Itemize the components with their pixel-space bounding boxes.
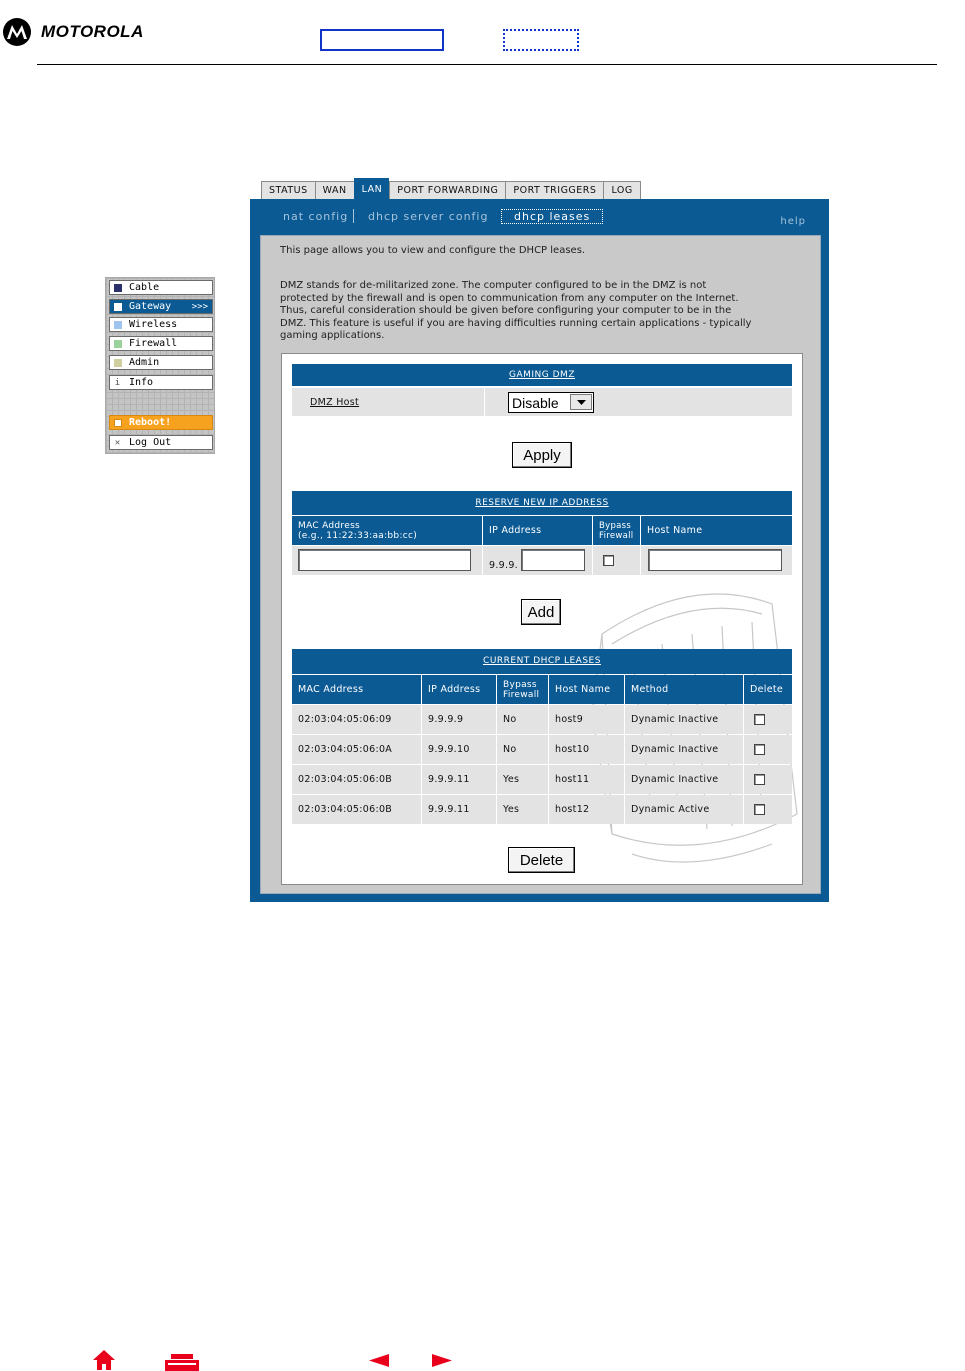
tab-lan[interactable]: LAN [354, 178, 390, 199]
reboot-icon [114, 419, 122, 427]
lease-host: host10 [549, 735, 625, 764]
col-method: Method [625, 675, 744, 704]
lease-host: host12 [549, 795, 625, 824]
admin-icon [114, 359, 122, 367]
header-link-box-dotted[interactable] [503, 29, 579, 51]
nav-label: Wireless [129, 319, 178, 330]
lease-mac: 02:03:04:05:06:0B [292, 795, 422, 824]
ip-address-input[interactable] [521, 549, 585, 571]
next-page-icon[interactable] [432, 1354, 452, 1367]
col-bypass-label: Bypass [503, 679, 537, 690]
lease-delete-cell [744, 765, 792, 794]
header-divider [37, 64, 937, 65]
mac-address-input[interactable] [298, 549, 471, 571]
dmz-line: gaming applications. [280, 330, 385, 341]
dmz-line: DMZ stands for de-militarized zone. The computer configured to be in the DMZ is not [280, 280, 707, 291]
col-ip-address: IP Address [422, 675, 497, 704]
nav-item-info[interactable] [109, 375, 213, 390]
form-card [281, 353, 803, 885]
add-button[interactable]: Add [521, 599, 561, 625]
logout-button[interactable] [109, 435, 213, 450]
col-host-name: Host Name [549, 675, 625, 704]
chevron-down-icon[interactable] [570, 394, 592, 410]
dmz-description [280, 280, 810, 343]
col-mac-address: MAC Address [292, 675, 422, 704]
subnav-nat-config[interactable]: nat config [283, 210, 349, 223]
subnav [250, 199, 829, 235]
lease-mac: 02:03:04:05:06:09 [292, 705, 422, 734]
dmz-host-value: Disable [512, 394, 559, 411]
col-bypass-label: Bypass [599, 520, 632, 531]
content-area [260, 235, 821, 894]
tab-port-triggers[interactable]: PORT TRIGGERS [505, 181, 603, 199]
col-bypass-firewall [497, 675, 549, 704]
lease-bypass: No [497, 735, 549, 764]
firewall-icon [114, 340, 122, 348]
close-icon: ✕ [114, 437, 121, 448]
lease-bypass: Yes [497, 765, 549, 794]
col-host-name: Host Name [641, 516, 792, 545]
col-bypass-label: Firewall [503, 689, 540, 700]
host-name-input[interactable] [648, 549, 782, 571]
col-mac-example: (e.g., 11:22:33:aa:bb:cc) [298, 530, 418, 541]
nav-item-firewall[interactable] [109, 336, 213, 351]
intro-text: This page allows you to view and configure the DHCP leases. [280, 245, 586, 256]
lease-delete-cell [744, 795, 792, 824]
col-bypass-label: Firewall [599, 530, 634, 541]
dhcp-leases-header: CURRENT DHCP LEASES [292, 649, 792, 674]
nav-item-admin[interactable] [109, 355, 213, 370]
nav-item-cable[interactable] [109, 280, 213, 295]
lease-ip: 9.9.9.9 [422, 705, 497, 734]
col-mac-label: MAC Address [298, 520, 361, 531]
router-panel [250, 199, 829, 902]
lease-ip: 9.9.9.10 [422, 735, 497, 764]
subnav-dhcp-server-config[interactable]: dhcp server config [368, 210, 489, 223]
lease-method: Dynamic Active [625, 795, 744, 824]
brand-name: MOTOROLA [41, 22, 144, 41]
delete-checkbox[interactable] [754, 804, 765, 815]
tab-port-forwarding[interactable]: PORT FORWARDING [389, 181, 505, 199]
lease-mac: 02:03:04:05:06:0A [292, 735, 422, 764]
lease-bypass: No [497, 705, 549, 734]
delete-checkbox[interactable] [754, 714, 765, 725]
tab-status[interactable]: STATUS [261, 181, 315, 199]
col-ip-address: IP Address [483, 516, 593, 545]
print-icon[interactable] [165, 1354, 199, 1371]
delete-checkbox[interactable] [754, 774, 765, 785]
subnav-separator [353, 209, 354, 223]
lease-host: host11 [549, 765, 625, 794]
motorola-logo [2, 16, 144, 48]
dmz-host-select[interactable] [508, 392, 594, 413]
lease-method: Dynamic Inactive [625, 735, 744, 764]
delete-checkbox[interactable] [754, 744, 765, 755]
gateway-icon [114, 303, 122, 311]
lease-mac: 02:03:04:05:06:0B [292, 765, 422, 794]
table-row [292, 765, 792, 794]
col-bypass-firewall [593, 516, 641, 545]
lease-ip: 9.9.9.11 [422, 765, 497, 794]
reserve-ip-header: RESERVE NEW IP ADDRESS [292, 491, 792, 515]
delete-button[interactable]: Delete [508, 847, 575, 873]
nav-label: Gateway [129, 301, 172, 312]
col-delete: Delete [744, 675, 792, 704]
main-tabs [261, 181, 641, 199]
previous-page-icon[interactable] [369, 1354, 389, 1367]
nav-label: Admin [129, 357, 160, 368]
nav-label: Firewall [129, 338, 178, 349]
reboot-label: Reboot! [129, 417, 172, 428]
leases-columns [292, 675, 792, 704]
dmz-line: protected by the firewall and is open to communication from any computer on the Internet. [280, 292, 739, 304]
nav-label: Cable [129, 282, 160, 293]
lease-delete-cell [744, 735, 792, 764]
nav-label: Info [129, 377, 154, 388]
apply-button[interactable]: Apply [512, 442, 572, 468]
lease-delete-cell [744, 705, 792, 734]
logout-label: Log Out [129, 437, 172, 448]
reboot-button[interactable] [109, 415, 213, 430]
lease-ip: 9.9.9.11 [422, 795, 497, 824]
dmz-line: Thus, careful consideration should be given before configuring your computer to be in the [280, 305, 732, 316]
table-row [292, 705, 792, 734]
nav-item-gateway[interactable] [109, 299, 213, 314]
active-arrows: >>> [191, 301, 208, 312]
table-row [292, 735, 792, 764]
tab-log[interactable]: LOG [603, 181, 640, 199]
home-icon[interactable] [92, 1349, 116, 1371]
motorola-batwing-icon [2, 17, 32, 47]
bypass-cell [593, 546, 641, 575]
lease-host: host9 [549, 705, 625, 734]
dmz-line: DMZ. This feature is useful if you are having difficulties running certain applications - typically [280, 317, 752, 329]
gaming-dmz-header: GAMING DMZ [292, 364, 792, 386]
lease-method: Dynamic Inactive [625, 705, 744, 734]
lease-bypass: Yes [497, 795, 549, 824]
nav-item-wireless[interactable] [109, 317, 213, 332]
left-nav [105, 277, 215, 454]
dmz-host-label: DMZ Host [292, 388, 485, 416]
subnav-dhcp-leases[interactable]: dhcp leases [501, 209, 603, 224]
reserve-columns [292, 516, 792, 545]
help-link[interactable]: help [780, 216, 806, 227]
bypass-firewall-checkbox[interactable] [603, 555, 614, 566]
cable-icon [114, 284, 122, 292]
info-icon: i [114, 377, 121, 388]
tab-wan[interactable]: WAN [315, 181, 354, 199]
wireless-icon [114, 321, 122, 329]
header-link-box[interactable] [320, 29, 444, 51]
col-mac-address [292, 516, 483, 545]
ip-prefix: 9.9.9. [483, 546, 593, 575]
lease-method: Dynamic Inactive [625, 765, 744, 794]
table-row [292, 795, 792, 824]
